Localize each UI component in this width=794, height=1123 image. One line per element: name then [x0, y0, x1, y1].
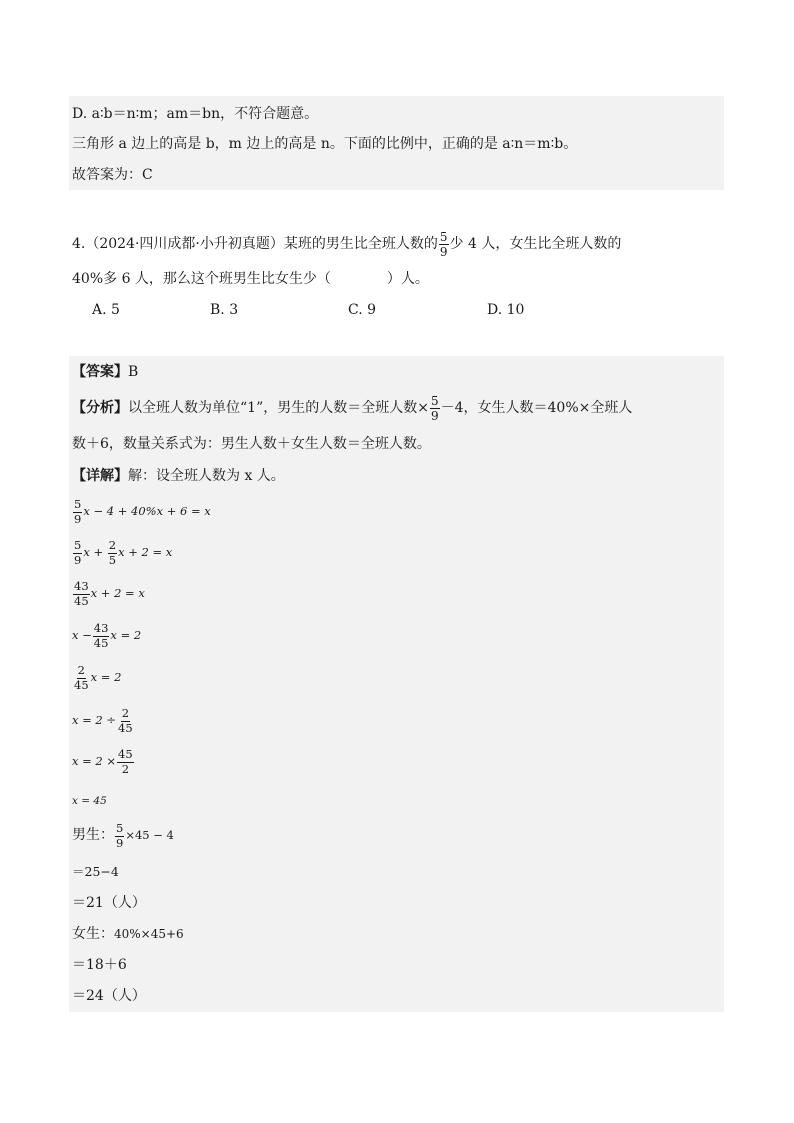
answer-value: B — [128, 364, 139, 380]
question-fraction: $\frac{5}{9}$ — [439, 229, 448, 259]
equation-6: x = 2 ÷ $\frac{2}{45}$ — [72, 706, 133, 735]
answer-label: 【答案】 — [72, 364, 128, 380]
boy-result: ＝21（人） — [72, 895, 146, 911]
question-4-line2: 40%多 6 人，那么这个班男生比女生少（ ）人。 — [72, 271, 429, 287]
detail-text: 解：设全班人数为 x 人。 — [128, 468, 285, 484]
analysis-label: 【分析】 — [72, 400, 128, 416]
option-b: B. 3 — [210, 302, 239, 318]
equation-4: x − $\frac{43}{45}$ x = 2 — [72, 621, 142, 650]
question-text-part1: 4.（2024·四川成都·小升初真题）某班的男生比全班人数的 — [72, 236, 438, 252]
boy-calc: 男生： $\frac{5}{9}$ ×45 − 4 — [72, 821, 174, 850]
equation-5: $\frac{2}{45}$ x = 2 — [74, 663, 122, 692]
equation-3: $\frac{43}{45}$ x + 2 = x — [74, 579, 145, 608]
detail-line — [72, 466, 285, 486]
detail-label: 【详解】 — [72, 468, 128, 484]
answer-block — [69, 356, 724, 1012]
equation-1: $\frac{5}{9}$ x − 4 + 40%x + 6 = x — [74, 497, 211, 526]
equation-7: x = 2 × $\frac{45}{2}$ — [72, 747, 133, 776]
prev-summary: 三角形 a 边上的高是 b，m 边上的高是 n。下面的比例中，正确的是 a∶n＝m∶b。 — [72, 136, 578, 152]
option-d: D. 10 — [487, 302, 525, 318]
equation-8: x = 45 — [72, 795, 107, 807]
girl-step: ＝18＋6 — [72, 957, 127, 973]
analysis-line1 — [72, 394, 632, 422]
girl-result: ＝24（人） — [72, 988, 146, 1004]
analysis-line2: 数＋6，数量关系式为：男生人数＋女生人数＝全班人数。 — [72, 436, 431, 452]
boy-step: ＝25−4 — [72, 864, 119, 879]
girl-calc: 女生：40%×45+6 — [72, 926, 184, 942]
prev-option-d: D. a∶b＝n∶m；am＝bn，不符合题意。 — [72, 106, 319, 122]
question-text-part2: 少 4 人，女生比全班人数的 — [449, 236, 622, 252]
question-4-line1 — [72, 230, 621, 258]
analysis-text-part2: －4，女生人数＝40%×全班人 — [440, 400, 633, 416]
option-c: C. 9 — [348, 302, 377, 318]
prev-conclusion: 故答案为：C — [72, 167, 153, 183]
equation-2: $\frac{5}{9}$ x + $\frac{2}{5}$ x + 2 = x — [74, 538, 173, 567]
option-a: A. 5 — [92, 302, 120, 318]
analysis-fraction: $\frac{5}{9}$ — [430, 393, 439, 423]
analysis-text-part1: 以全班人数为单位“1”，男生的人数＝全班人数× — [128, 400, 429, 416]
answer-line — [72, 362, 138, 382]
